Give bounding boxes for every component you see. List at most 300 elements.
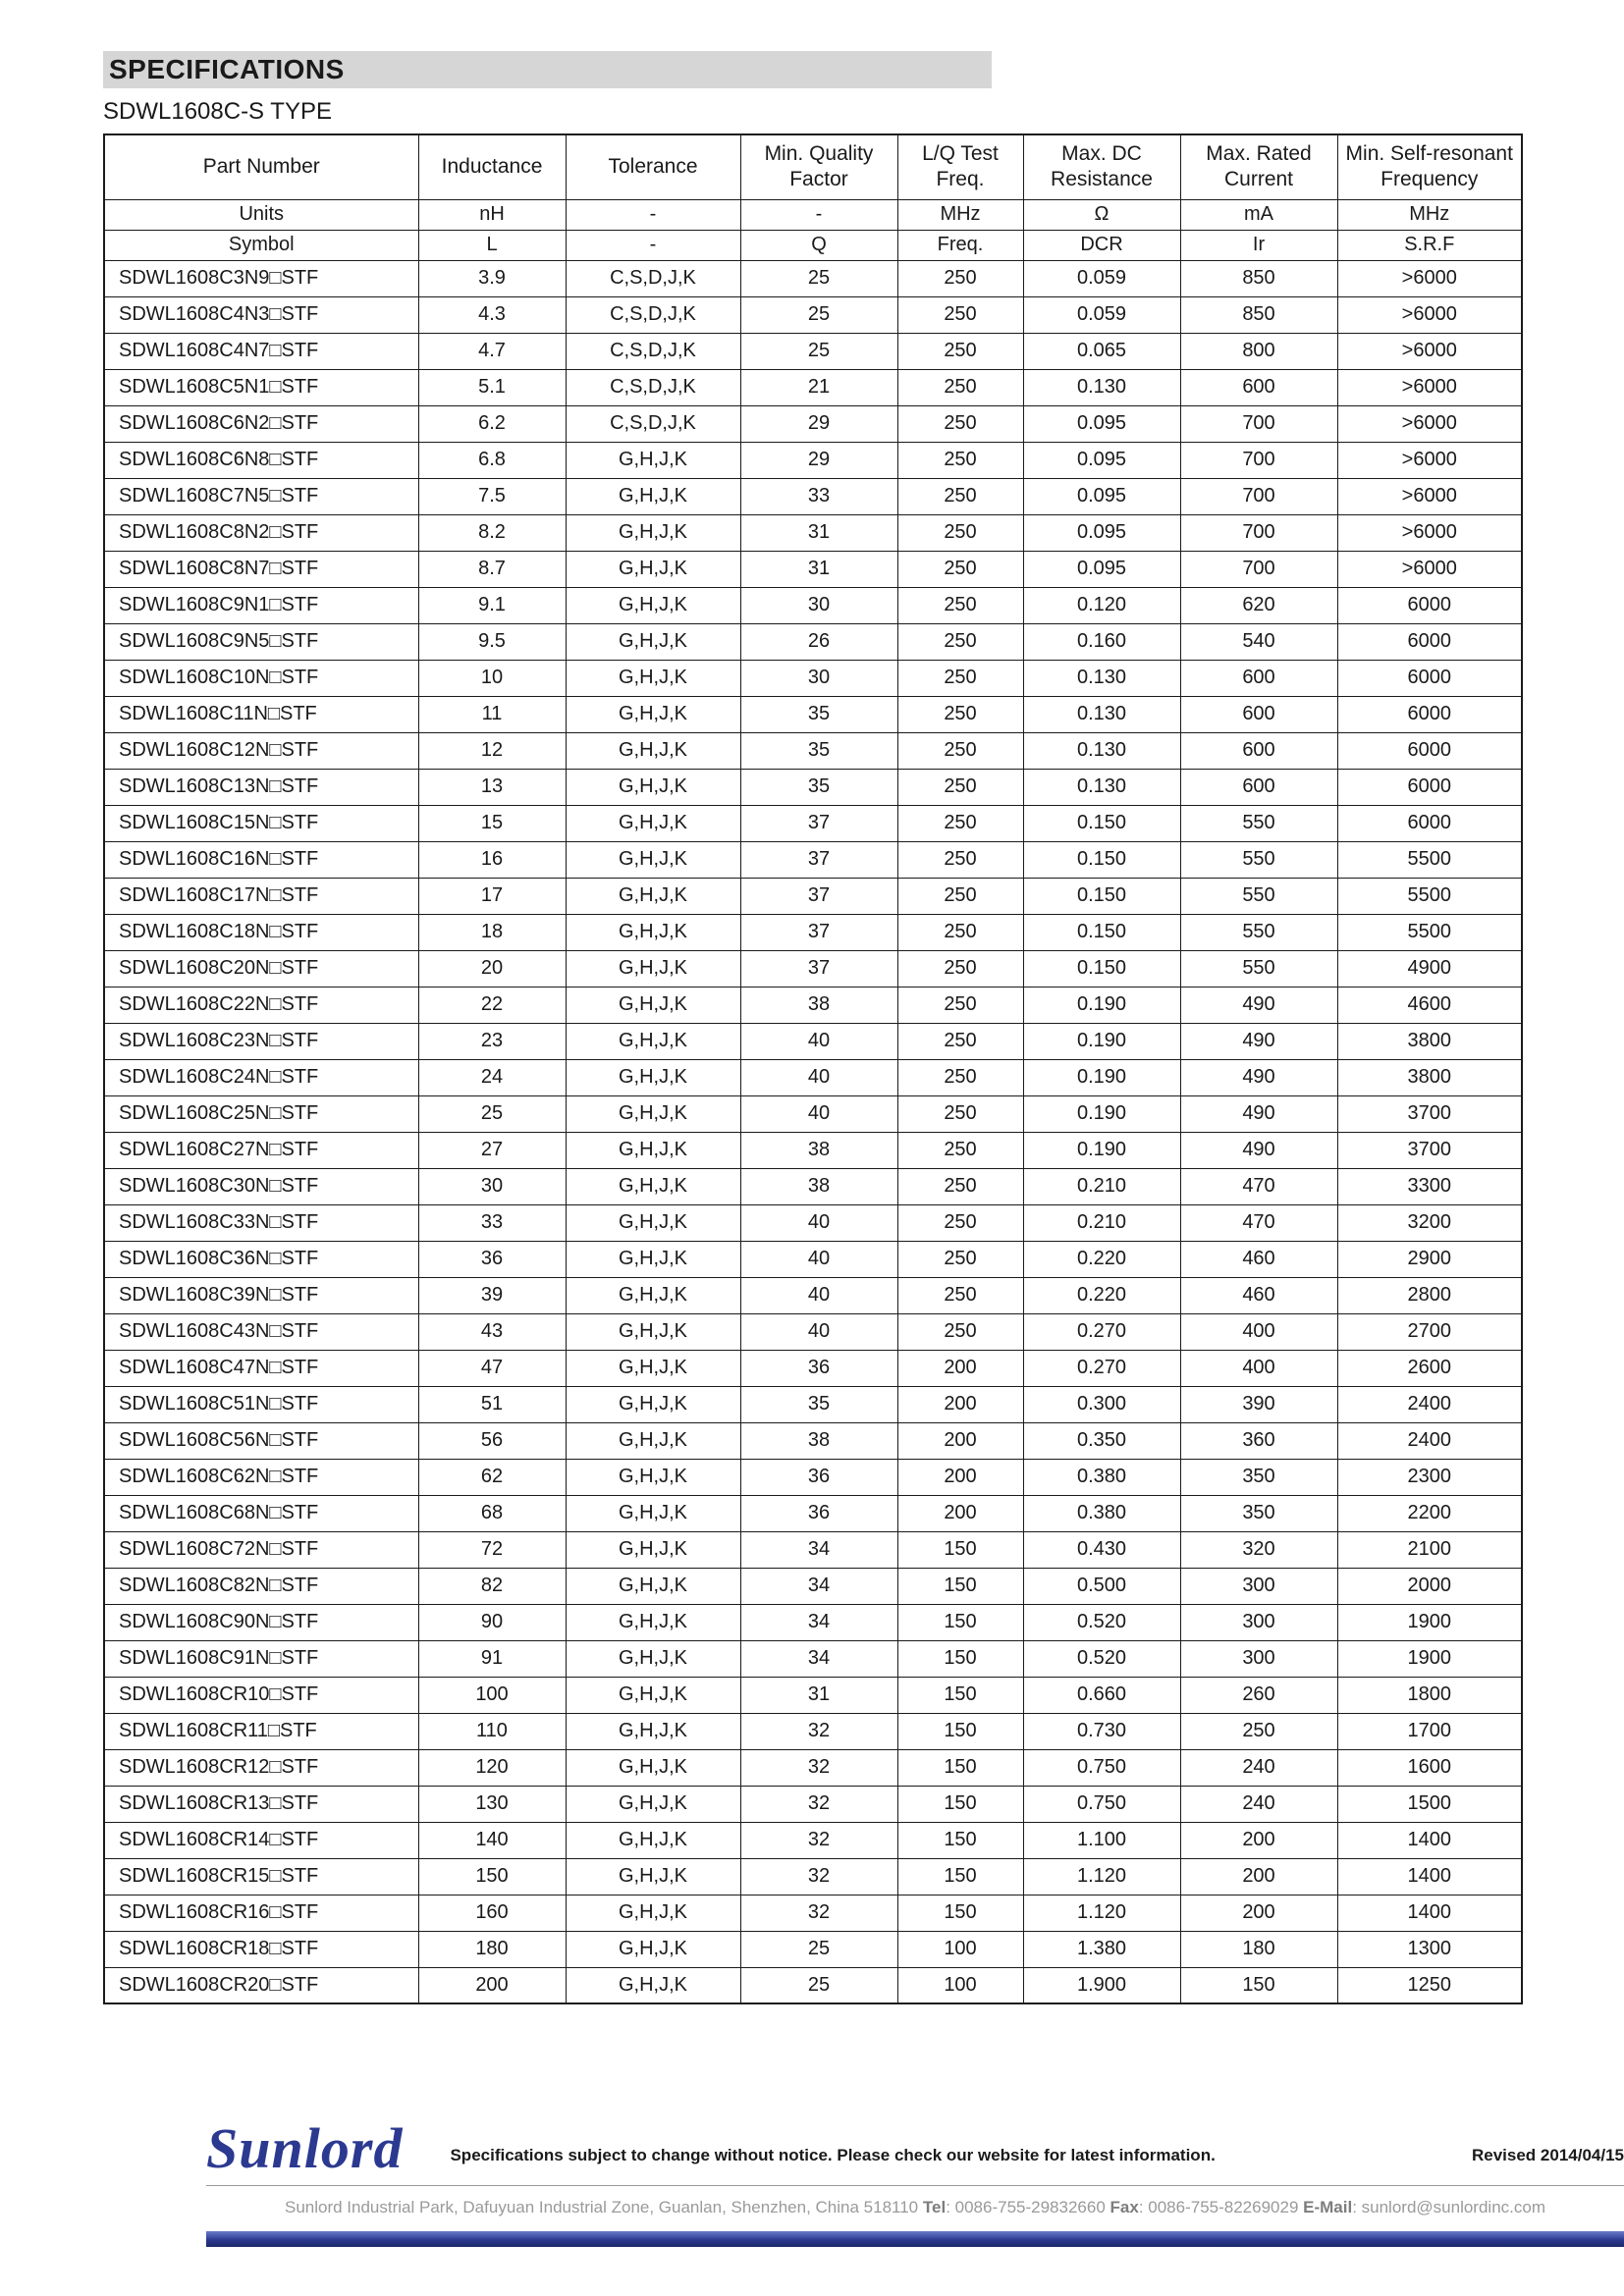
table-cell: 1800 [1337, 1677, 1522, 1713]
table-cell: G,H,J,K [566, 1895, 740, 1931]
table-cell: 0.190 [1023, 1132, 1180, 1168]
table-cell: 150 [897, 1604, 1023, 1640]
tel-value: : 0086-755-29832660 [946, 2198, 1106, 2216]
table-cell: SDWL1608C22N□STF [104, 987, 418, 1023]
table-cell: 350 [1180, 1495, 1337, 1531]
table-cell: 300 [1180, 1640, 1337, 1677]
table-row [104, 1677, 1522, 1713]
table-cell: G,H,J,K [566, 1858, 740, 1895]
table-cell: 550 [1180, 914, 1337, 950]
table-cell: 600 [1180, 696, 1337, 732]
table-cell: 250 [897, 1277, 1023, 1313]
table-cell: G,H,J,K [566, 1422, 740, 1459]
table-cell: G,H,J,K [566, 1749, 740, 1786]
table-cell: 250 [897, 1241, 1023, 1277]
table-cell: G,H,J,K [566, 1350, 740, 1386]
table-cell: 2600 [1337, 1350, 1522, 1386]
table-cell: 0.065 [1023, 333, 1180, 369]
table-cell: 200 [418, 1967, 566, 2003]
table-cell: 17 [418, 878, 566, 914]
table-cell: SDWL1608C17N□STF [104, 878, 418, 914]
table-row [104, 660, 1522, 696]
table-cell: SDWL1608C24N□STF [104, 1059, 418, 1095]
table-cell: 9.1 [418, 587, 566, 623]
table-cell: 250 [897, 369, 1023, 405]
symbol-cell: L [418, 230, 566, 260]
table-cell: G,H,J,K [566, 1095, 740, 1132]
table-cell: 0.160 [1023, 623, 1180, 660]
table-cell: G,H,J,K [566, 696, 740, 732]
table-cell: SDWL1608C20N□STF [104, 950, 418, 987]
table-cell: 250 [897, 841, 1023, 878]
table-cell: SDWL1608CR16□STF [104, 1895, 418, 1931]
table-row [104, 1713, 1522, 1749]
table-cell: G,H,J,K [566, 950, 740, 987]
table-cell: 490 [1180, 1023, 1337, 1059]
table-cell: 4600 [1337, 987, 1522, 1023]
table-row [104, 1386, 1522, 1422]
table-cell: 260 [1180, 1677, 1337, 1713]
table-cell: 390 [1180, 1386, 1337, 1422]
disclaimer-text: Specifications subject to change without notice. Please check our website for latest information. [450, 2146, 1216, 2164]
table-cell: G,H,J,K [566, 1459, 740, 1495]
table-cell: 150 [897, 1568, 1023, 1604]
table-cell: 0.059 [1023, 296, 1180, 333]
table-cell: 13 [418, 769, 566, 805]
table-cell: 3800 [1337, 1059, 1522, 1095]
table-cell: 150 [418, 1858, 566, 1895]
table-cell: >6000 [1337, 333, 1522, 369]
column-header-dc-resistance: Max. DC Resistance [1023, 134, 1180, 199]
table-cell: SDWL1608C4N7□STF [104, 333, 418, 369]
table-cell: 200 [1180, 1858, 1337, 1895]
table-row [104, 405, 1522, 442]
table-cell: 0.210 [1023, 1168, 1180, 1204]
content-area [103, 51, 1624, 2216]
table-row [104, 732, 1522, 769]
table-cell: 1.100 [1023, 1822, 1180, 1858]
table-cell: 200 [1180, 1895, 1337, 1931]
table-cell: 550 [1180, 841, 1337, 878]
table-cell: SDWL1608CR11□STF [104, 1713, 418, 1749]
table-cell: 37 [740, 805, 897, 841]
units-cell: - [740, 199, 897, 230]
table-cell: 0.150 [1023, 950, 1180, 987]
table-cell: SDWL1608C51N□STF [104, 1386, 418, 1422]
units-cell: nH [418, 199, 566, 230]
table-cell: >6000 [1337, 369, 1522, 405]
table-row [104, 296, 1522, 333]
table-cell: 600 [1180, 369, 1337, 405]
table-cell: 2400 [1337, 1386, 1522, 1422]
table-cell: G,H,J,K [566, 514, 740, 551]
table-cell: 18 [418, 914, 566, 950]
table-cell: 200 [897, 1386, 1023, 1422]
table-row [104, 1277, 1522, 1313]
table-cell: SDWL1608CR12□STF [104, 1749, 418, 1786]
fax-value: : 0086-755-82269029 [1138, 2198, 1299, 2216]
table-cell: 0.220 [1023, 1241, 1180, 1277]
table-cell: 0.210 [1023, 1204, 1180, 1241]
table-cell: 35 [740, 1386, 897, 1422]
table-cell: 550 [1180, 805, 1337, 841]
table-cell: 1.120 [1023, 1858, 1180, 1895]
table-cell: SDWL1608C33N□STF [104, 1204, 418, 1241]
table-cell: 800 [1180, 333, 1337, 369]
table-cell: 250 [897, 333, 1023, 369]
specifications-table [103, 133, 1523, 2004]
table-cell: 550 [1180, 950, 1337, 987]
table-cell: G,H,J,K [566, 1568, 740, 1604]
table-cell: 250 [897, 950, 1023, 987]
table-cell: 700 [1180, 442, 1337, 478]
table-cell: SDWL1608CR14□STF [104, 1822, 418, 1858]
table-row [104, 1495, 1522, 1531]
table-cell: 51 [418, 1386, 566, 1422]
table-cell: 200 [897, 1495, 1023, 1531]
header-row [104, 134, 1522, 199]
table-cell: 34 [740, 1604, 897, 1640]
table-cell: 180 [418, 1931, 566, 1967]
table-row [104, 1023, 1522, 1059]
table-cell: G,H,J,K [566, 1059, 740, 1095]
table-cell: 3300 [1337, 1168, 1522, 1204]
tel-label: Tel [922, 2198, 947, 2216]
sunlord-logo: Sunlord [206, 2116, 404, 2180]
table-cell: 16 [418, 841, 566, 878]
symbol-cell: S.R.F [1337, 230, 1522, 260]
table-cell: 0.190 [1023, 1023, 1180, 1059]
table-cell: 2300 [1337, 1459, 1522, 1495]
table-cell: 26 [740, 623, 897, 660]
table-cell: SDWL1608C18N□STF [104, 914, 418, 950]
table-cell: 0.190 [1023, 987, 1180, 1023]
table-cell: 6000 [1337, 587, 1522, 623]
table-cell: 0.130 [1023, 732, 1180, 769]
table-cell: 32 [740, 1749, 897, 1786]
table-cell: 12 [418, 732, 566, 769]
table-cell: 35 [740, 769, 897, 805]
table-cell: 35 [740, 732, 897, 769]
table-cell: 250 [897, 769, 1023, 805]
revision-date: Revised 2014/04/15 [1471, 2146, 1624, 2164]
table-cell: 15 [418, 805, 566, 841]
table-cell: 37 [740, 841, 897, 878]
table-cell: 6000 [1337, 769, 1522, 805]
table-cell: 0.270 [1023, 1313, 1180, 1350]
table-cell: SDWL1608CR20□STF [104, 1967, 418, 2003]
table-cell: 5.1 [418, 369, 566, 405]
table-cell: 82 [418, 1568, 566, 1604]
table-cell: 100 [897, 1931, 1023, 1967]
table-cell: SDWL1608C15N□STF [104, 805, 418, 841]
table-cell: 2700 [1337, 1313, 1522, 1350]
table-cell: 31 [740, 551, 897, 587]
page-title [103, 51, 992, 88]
table-cell: 600 [1180, 769, 1337, 805]
table-cell: SDWL1608CR10□STF [104, 1677, 418, 1713]
table-row [104, 442, 1522, 478]
table-cell: 490 [1180, 987, 1337, 1023]
table-cell: 6000 [1337, 623, 1522, 660]
table-row [104, 1095, 1522, 1132]
table-cell: 10 [418, 660, 566, 696]
table-cell: 0.520 [1023, 1604, 1180, 1640]
table-cell: G,H,J,K [566, 769, 740, 805]
table-cell: C,S,D,J,K [566, 333, 740, 369]
table-cell: 1900 [1337, 1640, 1522, 1677]
table-cell: SDWL1608C3N9□STF [104, 260, 418, 296]
table-cell: SDWL1608C6N2□STF [104, 405, 418, 442]
table-row [104, 1604, 1522, 1640]
email-label: E-Mail [1303, 2198, 1353, 2216]
table-cell: G,H,J,K [566, 732, 740, 769]
table-cell: 600 [1180, 660, 1337, 696]
table-cell: 700 [1180, 514, 1337, 551]
table-cell: G,H,J,K [566, 587, 740, 623]
table-cell: G,H,J,K [566, 914, 740, 950]
address-text: Sunlord Industrial Park, Dafuyuan Industrial Zone, Guanlan, Shenzhen, China 518110 [284, 2198, 919, 2216]
table-cell: 160 [418, 1895, 566, 1931]
table-cell: G,H,J,K [566, 987, 740, 1023]
table-cell: 0.130 [1023, 769, 1180, 805]
table-cell: 62 [418, 1459, 566, 1495]
table-cell: G,H,J,K [566, 551, 740, 587]
table-cell: 47 [418, 1350, 566, 1386]
table-row [104, 623, 1522, 660]
table-cell: 25 [740, 1967, 897, 2003]
table-cell: 40 [740, 1204, 897, 1241]
table-cell: 150 [897, 1895, 1023, 1931]
table-cell: 250 [897, 696, 1023, 732]
table-cell: 0.380 [1023, 1495, 1180, 1531]
table-cell: 38 [740, 1168, 897, 1204]
table-cell: 34 [740, 1568, 897, 1604]
table-cell: 0.220 [1023, 1277, 1180, 1313]
email-value: : sunlord@sunlordinc.com [1352, 2198, 1545, 2216]
table-row [104, 514, 1522, 551]
table-row [104, 1967, 1522, 2003]
table-cell: 1.900 [1023, 1967, 1180, 2003]
table-cell: 470 [1180, 1168, 1337, 1204]
table-cell: G,H,J,K [566, 478, 740, 514]
symbol-cell: Freq. [897, 230, 1023, 260]
symbol-cell: Ir [1180, 230, 1337, 260]
table-cell: G,H,J,K [566, 1204, 740, 1241]
symbol-cell: DCR [1023, 230, 1180, 260]
table-cell: 0.095 [1023, 405, 1180, 442]
table-cell: 23 [418, 1023, 566, 1059]
table-cell: 2800 [1337, 1277, 1522, 1313]
table-cell: C,S,D,J,K [566, 296, 740, 333]
table-cell: C,S,D,J,K [566, 405, 740, 442]
table-cell: 25 [418, 1095, 566, 1132]
table-cell: 200 [897, 1350, 1023, 1386]
table-cell: 0.660 [1023, 1677, 1180, 1713]
table-row [104, 551, 1522, 587]
table-cell: 490 [1180, 1132, 1337, 1168]
table-cell: 120 [418, 1749, 566, 1786]
table-cell: SDWL1608C23N□STF [104, 1023, 418, 1059]
table-cell: 90 [418, 1604, 566, 1640]
table-cell: 30 [418, 1168, 566, 1204]
table-cell: 150 [897, 1677, 1023, 1713]
table-cell: 2100 [1337, 1531, 1522, 1568]
table-row [104, 1858, 1522, 1895]
table-cell: >6000 [1337, 405, 1522, 442]
table-cell: G,H,J,K [566, 1786, 740, 1822]
table-row [104, 696, 1522, 732]
table-cell: 0.130 [1023, 696, 1180, 732]
table-cell: SDWL1608C27N□STF [104, 1132, 418, 1168]
table-cell: G,H,J,K [566, 1931, 740, 1967]
table-cell: 32 [740, 1858, 897, 1895]
table-cell: 6000 [1337, 805, 1522, 841]
units-cell: Ω [1023, 199, 1180, 230]
table-row [104, 1422, 1522, 1459]
table-cell: G,H,J,K [566, 878, 740, 914]
table-cell: 29 [740, 405, 897, 442]
table-cell: 250 [897, 878, 1023, 914]
table-cell: 250 [897, 1168, 1023, 1204]
table-cell: 36 [740, 1350, 897, 1386]
table-cell: SDWL1608C25N□STF [104, 1095, 418, 1132]
table-row [104, 1059, 1522, 1095]
table-cell: 6000 [1337, 660, 1522, 696]
table-cell: 21 [740, 369, 897, 405]
table-cell: 320 [1180, 1531, 1337, 1568]
table-cell: SDWL1608C4N3□STF [104, 296, 418, 333]
table-cell: 300 [1180, 1568, 1337, 1604]
table-cell: 31 [740, 514, 897, 551]
footer-divider [206, 2185, 1624, 2186]
table-cell: 32 [740, 1713, 897, 1749]
table-cell: SDWL1608C43N□STF [104, 1313, 418, 1350]
table-cell: 100 [897, 1967, 1023, 2003]
table-cell: 250 [897, 260, 1023, 296]
table-cell: 4900 [1337, 950, 1522, 987]
table-cell: G,H,J,K [566, 1241, 740, 1277]
table-cell: G,H,J,K [566, 1967, 740, 2003]
table-cell: 6.8 [418, 442, 566, 478]
table-cell: 250 [897, 551, 1023, 587]
table-cell: 240 [1180, 1749, 1337, 1786]
fax-label: Fax [1110, 2198, 1139, 2216]
table-cell: C,S,D,J,K [566, 260, 740, 296]
table-cell: >6000 [1337, 296, 1522, 333]
table-cell: G,H,J,K [566, 1168, 740, 1204]
table-cell: >6000 [1337, 551, 1522, 587]
table-cell: 360 [1180, 1422, 1337, 1459]
table-cell: 0.190 [1023, 1059, 1180, 1095]
symbol-label: Symbol [104, 230, 418, 260]
column-header-rated-current: Max. Rated Current [1180, 134, 1337, 199]
table-cell: 250 [897, 514, 1023, 551]
table-cell: 140 [418, 1822, 566, 1858]
table-cell: 9.5 [418, 623, 566, 660]
table-cell: 7.5 [418, 478, 566, 514]
footer-accent-bar [206, 2231, 1624, 2247]
table-cell: 150 [897, 1749, 1023, 1786]
table-cell: 250 [897, 405, 1023, 442]
table-cell: 250 [897, 987, 1023, 1023]
table-cell: 250 [897, 1132, 1023, 1168]
table-cell: 38 [740, 1422, 897, 1459]
column-header-tolerance: Tolerance [566, 134, 740, 199]
table-cell: 22 [418, 987, 566, 1023]
table-row [104, 1931, 1522, 1967]
table-cell: 150 [897, 1640, 1023, 1677]
column-header-quality-factor: Min. Quality Factor [740, 134, 897, 199]
table-cell: 540 [1180, 623, 1337, 660]
table-cell: 35 [740, 696, 897, 732]
table-cell: 200 [897, 1422, 1023, 1459]
table-cell: 32 [740, 1786, 897, 1822]
table-cell: 1300 [1337, 1931, 1522, 1967]
type-subtitle: SDWL1608C-S TYPE [103, 98, 332, 125]
table-cell: 0.095 [1023, 551, 1180, 587]
table-cell: 700 [1180, 405, 1337, 442]
table-cell: 56 [418, 1422, 566, 1459]
table-cell: 1900 [1337, 1604, 1522, 1640]
table-cell: 0.095 [1023, 478, 1180, 514]
table-cell: 32 [740, 1895, 897, 1931]
table-cell: G,H,J,K [566, 442, 740, 478]
table-cell: 37 [740, 878, 897, 914]
table-cell: 490 [1180, 1095, 1337, 1132]
table-cell: 38 [740, 987, 897, 1023]
symbol-row [104, 230, 1522, 260]
table-cell: SDWL1608C9N1□STF [104, 587, 418, 623]
table-cell: 36 [418, 1241, 566, 1277]
table-cell: 3800 [1337, 1023, 1522, 1059]
table-cell: 250 [897, 732, 1023, 769]
table-cell: 250 [897, 660, 1023, 696]
table-cell: G,H,J,K [566, 805, 740, 841]
table-cell: 490 [1180, 1059, 1337, 1095]
table-cell: 0.300 [1023, 1386, 1180, 1422]
column-header-srf: Min. Self-resonant Frequency [1337, 134, 1522, 199]
table-cell: 460 [1180, 1277, 1337, 1313]
table-cell: SDWL1608C13N□STF [104, 769, 418, 805]
table-cell: G,H,J,K [566, 1132, 740, 1168]
table-cell: 27 [418, 1132, 566, 1168]
table-row [104, 1822, 1522, 1858]
table-cell: 40 [740, 1059, 897, 1095]
table-cell: 4.3 [418, 296, 566, 333]
table-row [104, 1640, 1522, 1677]
table-cell: 250 [897, 805, 1023, 841]
table-cell: 11 [418, 696, 566, 732]
table-cell: SDWL1608C9N5□STF [104, 623, 418, 660]
table-cell: SDWL1608C7N5□STF [104, 478, 418, 514]
table-cell: 40 [740, 1241, 897, 1277]
units-cell: MHz [1337, 199, 1522, 230]
table-cell: SDWL1608C47N□STF [104, 1350, 418, 1386]
table-cell: 39 [418, 1277, 566, 1313]
table-cell: 1600 [1337, 1749, 1522, 1786]
table-cell: 0.270 [1023, 1350, 1180, 1386]
table-cell: 0.520 [1023, 1640, 1180, 1677]
table-cell: SDWL1608C91N□STF [104, 1640, 418, 1677]
table-cell: 1500 [1337, 1786, 1522, 1822]
table-cell: 250 [897, 296, 1023, 333]
table-cell: 110 [418, 1713, 566, 1749]
table-cell: 550 [1180, 878, 1337, 914]
table-cell: 30 [740, 587, 897, 623]
footer-top-row [206, 2116, 1624, 2180]
table-cell: 1400 [1337, 1822, 1522, 1858]
